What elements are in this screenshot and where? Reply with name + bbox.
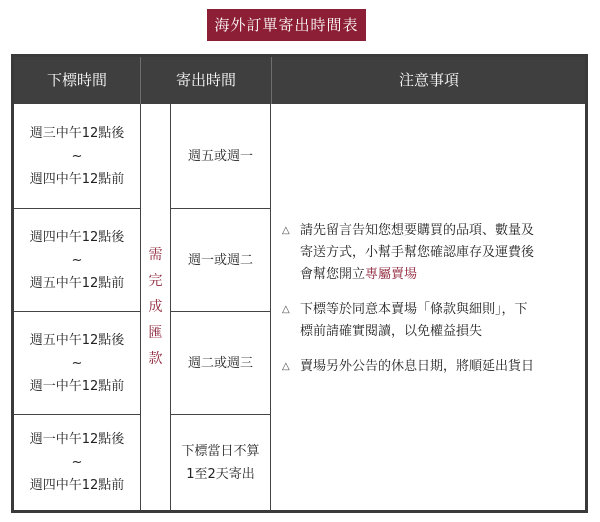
merged-char: 成: [148, 299, 163, 315]
header-notes: 注意事項: [271, 57, 586, 104]
merged-char: 款: [148, 351, 163, 367]
order-end: 週四中午12點前: [29, 478, 125, 493]
order-start: 週三中午12點後: [29, 125, 125, 141]
exclusive-store-link[interactable]: 專屬賣場: [365, 267, 418, 282]
table-header: [14, 57, 585, 104]
page-title: 海外訂單寄出時間表: [207, 9, 366, 41]
merged-char: 需: [148, 247, 163, 263]
triangle-bullet-icon: △: [282, 225, 290, 236]
merged-char: 匯: [148, 325, 163, 341]
range-separator: ~: [71, 148, 83, 164]
list-item: [282, 356, 572, 378]
order-start: 週四中午12點後: [29, 229, 125, 245]
ship-time-cell: [171, 414, 270, 510]
note-text: 下標等於同意本賣場「條款與細則」，下: [300, 302, 528, 317]
order-start: 週五中午12點後: [29, 332, 125, 348]
ship-time-cell: [171, 208, 270, 311]
note-text: 會幫您開立: [300, 267, 366, 282]
ship-time: 下標當日不算: [181, 443, 260, 459]
payment-required-cell: [141, 104, 170, 510]
column-divider: [270, 104, 271, 510]
ship-time: 週五或週一: [187, 148, 253, 164]
note-text: 寄送方式，小幫手幫您確認庫存及運費後: [300, 245, 535, 260]
order-end: 週一中午12點前: [29, 378, 125, 394]
table-row: [14, 414, 140, 510]
header-ship-time: 寄出時間: [140, 57, 271, 104]
ship-time-cell: [171, 311, 270, 414]
ship-time: 週一或週二: [187, 252, 253, 268]
table-row: [14, 311, 140, 414]
note-text: 請先留言告知您想要購買的品項、數量及: [300, 223, 535, 238]
header-order-time: 下標時間: [46, 71, 107, 89]
order-end: 週四中午12點前: [29, 171, 125, 187]
note-text: 標前請確實閱讀，以免權益損失: [300, 324, 483, 339]
ship-time-cell: [171, 104, 270, 208]
range-separator: ~: [71, 455, 83, 470]
order-end: 週五中午12點前: [29, 275, 125, 291]
ship-time: 週二或週三: [187, 355, 253, 371]
list-item: [282, 299, 572, 343]
range-separator: ~: [71, 355, 83, 371]
table-row: [14, 208, 140, 311]
merged-char: 完: [148, 273, 163, 289]
range-separator: ~: [71, 252, 83, 268]
notes-list: [282, 220, 572, 391]
order-start: 週一中午12點後: [29, 432, 125, 447]
triangle-bullet-icon: △: [282, 304, 290, 315]
ship-time: 1至2天寄出: [186, 466, 255, 482]
note-text: 賣場另外公告的休息日期，將順延出貨日: [300, 359, 535, 374]
list-item: [282, 220, 572, 286]
triangle-bullet-icon: △: [282, 361, 290, 372]
table-row: [14, 104, 140, 208]
